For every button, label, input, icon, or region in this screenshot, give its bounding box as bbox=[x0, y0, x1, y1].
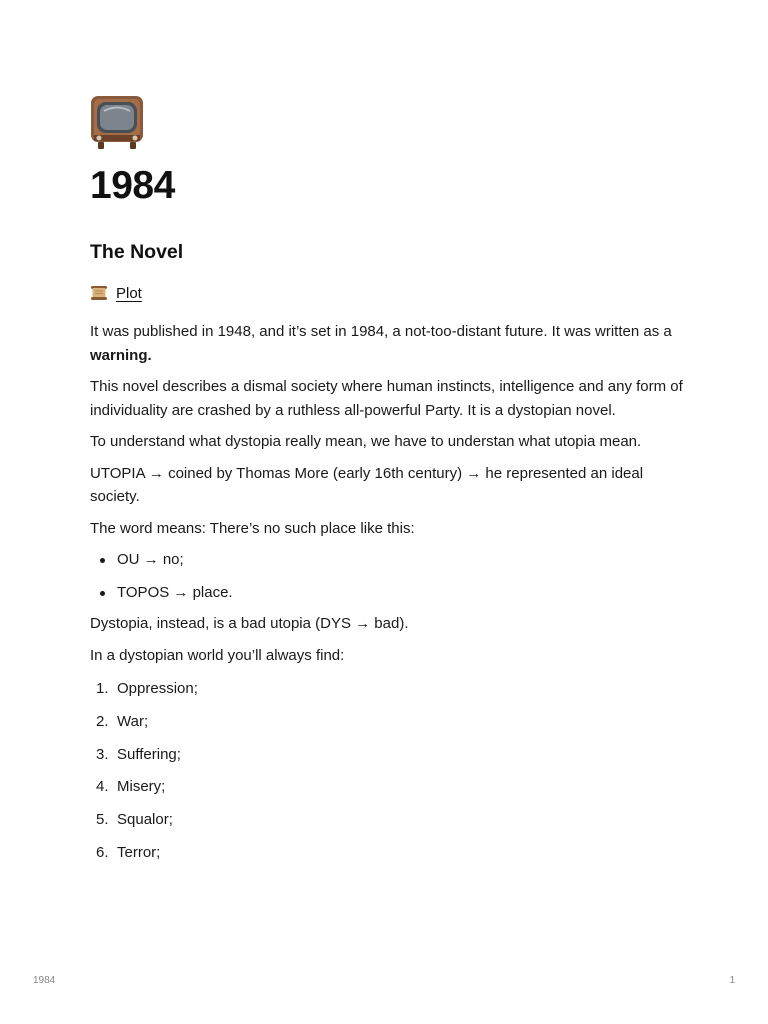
plot-link-label[interactable]: Plot bbox=[116, 284, 142, 302]
footer-page-number: 1 bbox=[729, 975, 735, 986]
plot-page-link[interactable] bbox=[90, 283, 142, 303]
paragraph: To understand what dystopia really mean, we have to understan what utopia mean. bbox=[90, 433, 642, 450]
list-item-text: TOPOS → place. bbox=[117, 584, 233, 601]
television-icon bbox=[90, 95, 144, 151]
list-item bbox=[90, 710, 685, 734]
list-item bbox=[90, 841, 685, 865]
scroll-icon bbox=[90, 284, 108, 302]
bullet-icon bbox=[100, 591, 105, 596]
list-item-text: Misery; bbox=[117, 778, 166, 796]
list-item-text: Oppression; bbox=[117, 680, 198, 697]
list-item-text: Squalor; bbox=[117, 811, 173, 829]
list-item bbox=[90, 775, 685, 799]
list-number: 2. bbox=[96, 712, 109, 730]
page-title: 1984 bbox=[90, 164, 175, 207]
list-item bbox=[90, 743, 685, 767]
list-item-text: OU → no; bbox=[117, 551, 184, 568]
list-item-text: Suffering; bbox=[117, 745, 181, 763]
section-heading: The Novel bbox=[90, 241, 184, 263]
list-number: 3. bbox=[96, 745, 109, 763]
paragraph bbox=[90, 320, 685, 367]
list-number: 1. bbox=[96, 680, 109, 697]
paragraph: This novel describes a dismal society where human instincts, intelligence and any form of individuality are crashed by a ruthless all-powerful Party. It is a dystopian novel. bbox=[90, 378, 683, 419]
paragraph: In a dystopian world you’ll always find: bbox=[90, 646, 345, 664]
bullet-icon bbox=[100, 558, 105, 563]
numbered-list bbox=[90, 677, 685, 864]
list-item bbox=[90, 808, 685, 832]
list-number: 6. bbox=[96, 843, 109, 861]
list-item bbox=[90, 548, 685, 572]
bold-text: warning. bbox=[90, 346, 152, 364]
paragraph-text: It was published in 1948, and it’s set in 1984, a not-too-distant future. It was written as a bbox=[90, 323, 672, 340]
footer-document-title: 1984 bbox=[33, 975, 56, 986]
bulleted-list bbox=[90, 548, 685, 605]
paragraph: The word means: There’s no such place like this: bbox=[90, 519, 415, 537]
document-body bbox=[90, 320, 685, 874]
list-number: 4. bbox=[96, 778, 109, 796]
list-item-text: Terror; bbox=[117, 843, 161, 861]
paragraph: UTOPIA → coined by Thomas More (early 16th century) → he represented an ideal society. bbox=[90, 464, 644, 505]
list-number: 5. bbox=[96, 811, 109, 829]
list-item-text: War; bbox=[117, 712, 149, 730]
list-item bbox=[90, 677, 685, 701]
list-item bbox=[90, 581, 685, 605]
paragraph: Dystopia, instead, is a bad utopia (DYS → bad). bbox=[90, 615, 409, 632]
